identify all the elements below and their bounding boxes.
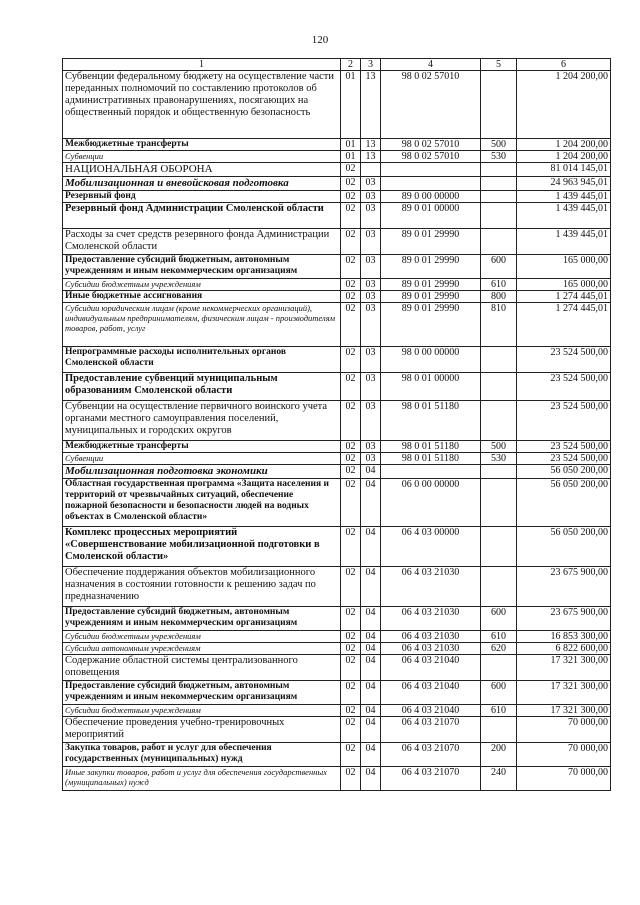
row-expense-type-code bbox=[481, 717, 517, 743]
row-amount: 23 524 500,00 bbox=[517, 401, 611, 441]
row-name-cell: Субсидии автономным учреждениям bbox=[63, 643, 341, 655]
row-target-article-code: 06 4 03 00000 bbox=[381, 527, 481, 567]
row-name-cell: Субсидии бюджетным учреждениям bbox=[63, 631, 341, 643]
row-name-cell: Субвенции на осуществление первичного воинского учета органами местного самоуправления поселений, муниципальных и городских округов bbox=[63, 401, 341, 441]
row-amount: 56 050 200,00 bbox=[517, 465, 611, 479]
row-subsection-code: 03 bbox=[361, 203, 381, 229]
row-expense-type-code: 500 bbox=[481, 139, 517, 151]
row-subsection-code: 04 bbox=[361, 743, 381, 767]
row-section-code: 02 bbox=[341, 291, 361, 303]
page-number: 120 bbox=[311, 34, 329, 46]
row-subsection-code: 03 bbox=[361, 441, 381, 453]
row-amount: 56 050 200,00 bbox=[517, 479, 611, 527]
row-target-article-code: 06 4 03 21030 bbox=[381, 631, 481, 643]
row-target-article-code: 98 0 02 57010 bbox=[381, 151, 481, 163]
row-target-article-code: 89 0 01 29990 bbox=[381, 229, 481, 255]
row-amount: 70 000,00 bbox=[517, 717, 611, 743]
row-expense-type-code: 610 bbox=[481, 705, 517, 717]
row-amount: 165 000,00 bbox=[517, 279, 611, 291]
row-name-cell: Субвенции bbox=[63, 453, 341, 465]
row-subsection-code: 03 bbox=[361, 279, 381, 291]
row-name-cell: Субвенции bbox=[63, 151, 341, 163]
row-expense-type-code bbox=[481, 655, 517, 681]
row-amount: 70 000,00 bbox=[517, 767, 611, 791]
header-col-2: 2 bbox=[341, 59, 361, 71]
row-target-article-code: 98 0 01 51180 bbox=[381, 401, 481, 441]
row-name-cell: Субсидии бюджетным учреждениям bbox=[63, 279, 341, 291]
row-expense-type-code bbox=[481, 177, 517, 191]
row-target-article-code bbox=[381, 177, 481, 191]
row-section-code: 02 bbox=[341, 279, 361, 291]
row-name-cell: Комплекс процессных мероприятий «Совершенствование мобилизационной подготовки в Смоленской области» bbox=[63, 527, 341, 567]
row-target-article-code: 06 4 03 21040 bbox=[381, 705, 481, 717]
row-name-cell: Резервный фонд bbox=[63, 191, 341, 203]
row-target-article-code: 98 0 01 51180 bbox=[381, 441, 481, 453]
table-row bbox=[63, 255, 611, 279]
row-section-code: 02 bbox=[341, 177, 361, 191]
row-name-cell: Предоставление субсидий бюджетным, автономным учреждениям и иным некоммерческим организациям bbox=[63, 255, 341, 279]
row-amount: 17 321 300,00 bbox=[517, 681, 611, 705]
row-amount: 24 963 945,01 bbox=[517, 177, 611, 191]
row-name-cell: Иные закупки товаров, работ и услуг для обеспечения государственных (муниципальных) нужд bbox=[63, 767, 341, 791]
row-name-cell: Содержание областной системы централизованного оповещения bbox=[63, 655, 341, 681]
row-subsection-code: 03 bbox=[361, 255, 381, 279]
table-row bbox=[63, 291, 611, 303]
row-target-article-code: 89 0 01 00000 bbox=[381, 203, 481, 229]
row-section-code: 02 bbox=[341, 373, 361, 401]
budget-table bbox=[62, 58, 611, 791]
row-target-article-code: 06 4 03 21030 bbox=[381, 607, 481, 631]
row-name-cell: Мобилизационная и вневойсковая подготовка bbox=[63, 177, 341, 191]
row-expense-type-code bbox=[481, 203, 517, 229]
table-row bbox=[63, 479, 611, 527]
row-section-code: 01 bbox=[341, 139, 361, 151]
table-row bbox=[63, 203, 611, 229]
row-target-article-code: 06 4 03 21030 bbox=[381, 643, 481, 655]
table-row bbox=[63, 743, 611, 767]
row-name-cell: Субсидии бюджетным учреждениям bbox=[63, 705, 341, 717]
row-subsection-code: 03 bbox=[361, 347, 381, 373]
row-subsection-code: 03 bbox=[361, 291, 381, 303]
row-name-cell: Межбюджетные трансферты bbox=[63, 441, 341, 453]
row-amount: 1 274 445,01 bbox=[517, 303, 611, 347]
table-row bbox=[63, 631, 611, 643]
row-amount: 1 439 445,01 bbox=[517, 191, 611, 203]
table-row bbox=[63, 71, 611, 139]
table-row bbox=[63, 717, 611, 743]
table-row bbox=[63, 705, 611, 717]
row-expense-type-code bbox=[481, 347, 517, 373]
row-section-code: 02 bbox=[341, 191, 361, 203]
row-section-code: 02 bbox=[341, 607, 361, 631]
row-target-article-code bbox=[381, 163, 481, 177]
row-target-article-code: 89 0 01 29990 bbox=[381, 291, 481, 303]
row-subsection-code: 04 bbox=[361, 681, 381, 705]
row-subsection-code: 03 bbox=[361, 401, 381, 441]
row-subsection-code: 04 bbox=[361, 479, 381, 527]
row-section-code: 02 bbox=[341, 643, 361, 655]
row-subsection-code: 03 bbox=[361, 453, 381, 465]
table-row bbox=[63, 229, 611, 255]
row-amount: 23 524 500,00 bbox=[517, 347, 611, 373]
row-subsection-code: 04 bbox=[361, 527, 381, 567]
row-name-cell: Обеспечение проведения учебно-тренировочных мероприятий bbox=[63, 717, 341, 743]
header-col-6: 6 bbox=[517, 59, 611, 71]
row-subsection-code: 04 bbox=[361, 767, 381, 791]
row-subsection-code: 13 bbox=[361, 139, 381, 151]
row-target-article-code: 89 0 00 00000 bbox=[381, 191, 481, 203]
row-expense-type-code bbox=[481, 71, 517, 139]
row-expense-type-code: 620 bbox=[481, 643, 517, 655]
row-amount: 16 853 300,00 bbox=[517, 631, 611, 643]
row-amount: 23 524 500,00 bbox=[517, 441, 611, 453]
row-amount: 23 524 500,00 bbox=[517, 453, 611, 465]
row-subsection-code: 04 bbox=[361, 567, 381, 607]
row-expense-type-code: 530 bbox=[481, 453, 517, 465]
row-section-code: 02 bbox=[341, 631, 361, 643]
row-subsection-code: 04 bbox=[361, 717, 381, 743]
table-row bbox=[63, 151, 611, 163]
table-row bbox=[63, 567, 611, 607]
row-expense-type-code: 610 bbox=[481, 279, 517, 291]
table-row bbox=[63, 139, 611, 151]
row-expense-type-code bbox=[481, 191, 517, 203]
row-amount: 17 321 300,00 bbox=[517, 655, 611, 681]
row-name-cell: Предоставление субсидий бюджетным, автономным учреждениям и иным некоммерческим организациям bbox=[63, 607, 341, 631]
row-expense-type-code: 600 bbox=[481, 607, 517, 631]
row-subsection-code: 04 bbox=[361, 631, 381, 643]
row-target-article-code: 06 4 03 21070 bbox=[381, 767, 481, 791]
row-name-cell: Субсидии юридическим лицам (кроме некоммерческих организаций), индивидуальным предпринимателям, физическим лицам - производителям товаров, работ, услуг bbox=[63, 303, 341, 347]
row-section-code: 02 bbox=[341, 767, 361, 791]
row-section-code: 02 bbox=[341, 163, 361, 177]
table-row bbox=[63, 643, 611, 655]
table-row bbox=[63, 373, 611, 401]
row-target-article-code: 89 0 01 29990 bbox=[381, 303, 481, 347]
row-section-code: 02 bbox=[341, 203, 361, 229]
row-name-cell: Непрограммные расходы исполнительных органов Смоленской области bbox=[63, 347, 341, 373]
row-amount: 81 014 145,01 bbox=[517, 163, 611, 177]
row-section-code: 02 bbox=[341, 441, 361, 453]
row-expense-type-code bbox=[481, 567, 517, 607]
row-subsection-code: 03 bbox=[361, 373, 381, 401]
row-amount: 1 204 200,00 bbox=[517, 139, 611, 151]
table-body bbox=[63, 71, 611, 791]
row-subsection-code: 03 bbox=[361, 177, 381, 191]
row-name-cell: Мобилизационная подготовка экономики bbox=[63, 465, 341, 479]
row-section-code: 02 bbox=[341, 303, 361, 347]
row-section-code: 02 bbox=[341, 655, 361, 681]
table-row bbox=[63, 279, 611, 291]
table-row bbox=[63, 191, 611, 203]
row-target-article-code: 06 4 03 21070 bbox=[381, 717, 481, 743]
row-target-article-code: 06 0 00 00000 bbox=[381, 479, 481, 527]
row-section-code: 02 bbox=[341, 717, 361, 743]
table-row bbox=[63, 347, 611, 373]
table-header-row bbox=[63, 59, 611, 71]
row-subsection-code: 04 bbox=[361, 465, 381, 479]
row-amount: 6 822 600,00 bbox=[517, 643, 611, 655]
row-amount: 17 321 300,00 bbox=[517, 705, 611, 717]
table-row bbox=[63, 655, 611, 681]
row-section-code: 02 bbox=[341, 681, 361, 705]
row-section-code: 02 bbox=[341, 705, 361, 717]
row-expense-type-code bbox=[481, 229, 517, 255]
row-expense-type-code bbox=[481, 401, 517, 441]
table-row bbox=[63, 401, 611, 441]
row-name-cell: Предоставление субвенций муниципальным образованиям Смоленской области bbox=[63, 373, 341, 401]
row-expense-type-code: 800 bbox=[481, 291, 517, 303]
row-subsection-code: 04 bbox=[361, 705, 381, 717]
header-col-4: 4 bbox=[381, 59, 481, 71]
row-name-cell: НАЦИОНАЛЬНАЯ ОБОРОНА bbox=[63, 163, 341, 177]
row-expense-type-code bbox=[481, 373, 517, 401]
row-subsection-code: 13 bbox=[361, 151, 381, 163]
table-row bbox=[63, 607, 611, 631]
row-target-article-code: 98 0 00 00000 bbox=[381, 347, 481, 373]
table-row bbox=[63, 177, 611, 191]
row-section-code: 02 bbox=[341, 453, 361, 465]
row-expense-type-code: 240 bbox=[481, 767, 517, 791]
row-subsection-code: 13 bbox=[361, 71, 381, 139]
row-section-code: 01 bbox=[341, 151, 361, 163]
row-section-code: 02 bbox=[341, 479, 361, 527]
row-target-article-code: 06 4 03 21040 bbox=[381, 655, 481, 681]
row-subsection-code: 04 bbox=[361, 655, 381, 681]
row-expense-type-code: 530 bbox=[481, 151, 517, 163]
row-target-article-code bbox=[381, 465, 481, 479]
table-row bbox=[63, 527, 611, 567]
row-name-cell: Резервный фонд Администрации Смоленской области bbox=[63, 203, 341, 229]
header-col-3: 3 bbox=[361, 59, 381, 71]
row-target-article-code: 98 0 01 00000 bbox=[381, 373, 481, 401]
row-section-code: 02 bbox=[341, 465, 361, 479]
row-target-article-code: 98 0 02 57010 bbox=[381, 139, 481, 151]
row-section-code: 02 bbox=[341, 743, 361, 767]
row-amount: 23 524 500,00 bbox=[517, 373, 611, 401]
row-expense-type-code bbox=[481, 163, 517, 177]
row-amount: 23 675 900,00 bbox=[517, 567, 611, 607]
row-amount: 56 050 200,00 bbox=[517, 527, 611, 567]
row-expense-type-code: 600 bbox=[481, 681, 517, 705]
row-expense-type-code: 610 bbox=[481, 631, 517, 643]
row-expense-type-code bbox=[481, 479, 517, 527]
row-target-article-code: 06 4 03 21070 bbox=[381, 743, 481, 767]
row-target-article-code: 98 0 02 57010 bbox=[381, 71, 481, 139]
table-row bbox=[63, 441, 611, 453]
row-section-code: 02 bbox=[341, 401, 361, 441]
row-target-article-code: 98 0 01 51180 bbox=[381, 453, 481, 465]
row-name-cell: Закупка товаров, работ и услуг для обеспечения государственных (муниципальных) нужд bbox=[63, 743, 341, 767]
row-name-cell: Межбюджетные трансферты bbox=[63, 139, 341, 151]
row-amount: 1 439 445,01 bbox=[517, 229, 611, 255]
row-name-cell: Субвенции федеральному бюджету на осуществление части переданных полномочий по составлению протоколов об административных правонарушениях, посягающих на общественный порядок и общественную безопасность bbox=[63, 71, 341, 139]
row-amount: 1 439 445,01 bbox=[517, 203, 611, 229]
row-name-cell: Расходы за счет средств резервного фонда Администрации Смоленской области bbox=[63, 229, 341, 255]
row-subsection-code: 04 bbox=[361, 643, 381, 655]
row-subsection-code: 03 bbox=[361, 303, 381, 347]
row-subsection-code: 03 bbox=[361, 229, 381, 255]
row-expense-type-code: 600 bbox=[481, 255, 517, 279]
row-name-cell: Обеспечение поддержания объектов мобилизационного назначения в состоянии готовности к решению задач по предназначению bbox=[63, 567, 341, 607]
row-subsection-code: 03 bbox=[361, 191, 381, 203]
row-expense-type-code: 500 bbox=[481, 441, 517, 453]
row-target-article-code: 89 0 01 29990 bbox=[381, 255, 481, 279]
row-amount: 70 000,00 bbox=[517, 743, 611, 767]
table-row bbox=[63, 465, 611, 479]
table-row bbox=[63, 453, 611, 465]
row-amount: 1 204 200,00 bbox=[517, 71, 611, 139]
row-subsection-code: 04 bbox=[361, 607, 381, 631]
row-section-code: 01 bbox=[341, 71, 361, 139]
row-amount: 1 204 200,00 bbox=[517, 151, 611, 163]
table-row bbox=[63, 163, 611, 177]
row-subsection-code bbox=[361, 163, 381, 177]
row-section-code: 02 bbox=[341, 567, 361, 607]
row-target-article-code: 06 4 03 21040 bbox=[381, 681, 481, 705]
row-section-code: 02 bbox=[341, 255, 361, 279]
header-col-1: 1 bbox=[63, 59, 341, 71]
row-name-cell: Иные бюджетные ассигнования bbox=[63, 291, 341, 303]
row-section-code: 02 bbox=[341, 347, 361, 373]
table-row bbox=[63, 303, 611, 347]
row-target-article-code: 06 4 03 21030 bbox=[381, 567, 481, 607]
row-target-article-code: 89 0 01 29990 bbox=[381, 279, 481, 291]
row-expense-type-code bbox=[481, 465, 517, 479]
row-expense-type-code: 200 bbox=[481, 743, 517, 767]
row-amount: 165 000,00 bbox=[517, 255, 611, 279]
row-expense-type-code: 810 bbox=[481, 303, 517, 347]
row-section-code: 02 bbox=[341, 527, 361, 567]
row-amount: 1 274 445,01 bbox=[517, 291, 611, 303]
row-name-cell: Предоставление субсидий бюджетным, автономным учреждениям и иным некоммерческим организациям bbox=[63, 681, 341, 705]
table-row bbox=[63, 681, 611, 705]
row-amount: 23 675 900,00 bbox=[517, 607, 611, 631]
header-col-5: 5 bbox=[481, 59, 517, 71]
row-section-code: 02 bbox=[341, 229, 361, 255]
row-name-cell: Областная государственная программа «Защита населения и территорий от чрезвычайных ситуаций, обеспечение пожарной безопасности и безопасности людей на водных объектах в Смоленской области» bbox=[63, 479, 341, 527]
row-expense-type-code bbox=[481, 527, 517, 567]
table-row bbox=[63, 767, 611, 791]
